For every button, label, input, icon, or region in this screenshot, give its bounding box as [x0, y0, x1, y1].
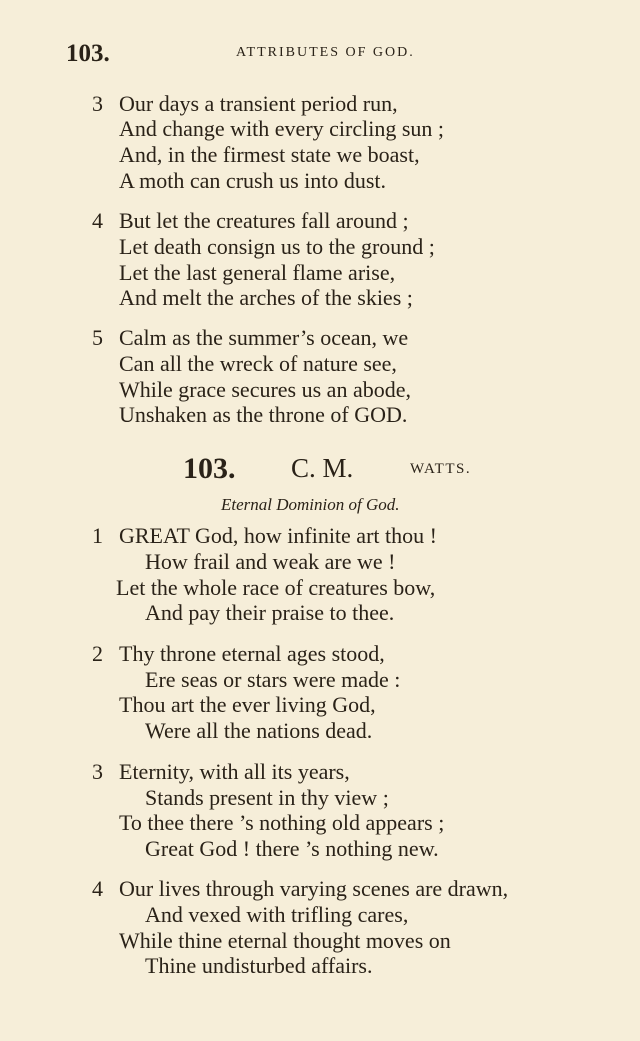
running-title: ATTRIBUTES OF GOD. — [236, 45, 415, 60]
verse-number: 3 — [92, 759, 103, 784]
verse-line: Ere seas or stars were made : — [145, 667, 401, 692]
verse-line: Unshaken as the throne of GOD. — [119, 402, 408, 427]
verse-line: Eternity, with all its years, — [119, 759, 350, 784]
verse-number: 4 — [92, 876, 103, 901]
hymn-heading — [0, 452, 640, 488]
verse-line: And, in the firmest state we boast, — [119, 142, 420, 167]
hymn-meter: C. M. — [291, 453, 354, 483]
verse-line: Let death consign us to the ground ; — [119, 234, 435, 259]
verse-number: 5 — [92, 325, 103, 350]
verse-line: Were all the nations dead. — [145, 718, 373, 743]
verse-line: Thine undisturbed affairs. — [145, 953, 373, 978]
verse-line: Our lives through varying scenes are drawn, — [119, 876, 509, 901]
page-number: 103. — [66, 40, 110, 67]
verse-number: 1 — [92, 523, 103, 548]
verse-line: And melt the arches of the skies ; — [119, 285, 413, 310]
verse-line: How frail and weak are we ! — [145, 549, 396, 574]
verse-line: Can all the wreck of nature see, — [119, 351, 397, 376]
verse-line: And pay their praise to thee. — [145, 600, 395, 625]
verse-line: Stands present in thy view ; — [145, 785, 389, 810]
verse-line: Our days a transient period run, — [119, 91, 398, 116]
verse-line: But let the creatures fall around ; — [119, 208, 409, 233]
verse-line: A moth can crush us into dust. — [119, 168, 387, 193]
verse-line: Thou art the ever living God, — [119, 692, 376, 717]
verse-number: 2 — [92, 641, 103, 666]
verse-line: To thee there ’s nothing old appears ; — [119, 810, 445, 835]
verse-line: Let the last general flame arise, — [119, 260, 396, 285]
hymn-subtitle: Eternal Dominion of God. — [221, 495, 400, 514]
verse-line: GREAT God, how infinite art thou ! — [119, 523, 437, 548]
verse-number: 3 — [92, 91, 103, 116]
verse-line: And change with every circling sun ; — [119, 116, 445, 141]
verse-line: While thine eternal thought moves on — [119, 928, 451, 953]
verse-line: Great God ! there ’s nothing new. — [145, 836, 439, 861]
verse-number: 4 — [92, 208, 103, 233]
verse-line: While grace secures us an abode, — [119, 377, 411, 402]
hymn-author: WATTS. — [410, 461, 472, 477]
verse-line: Let the whole race of creatures bow, — [116, 575, 436, 600]
verse-line: And vexed with trifling cares, — [145, 902, 409, 927]
verse-line: Calm as the summer’s ocean, we — [119, 325, 409, 350]
verse-line: Thy throne eternal ages stood, — [119, 641, 385, 666]
hymn-number: 103. — [183, 452, 236, 485]
